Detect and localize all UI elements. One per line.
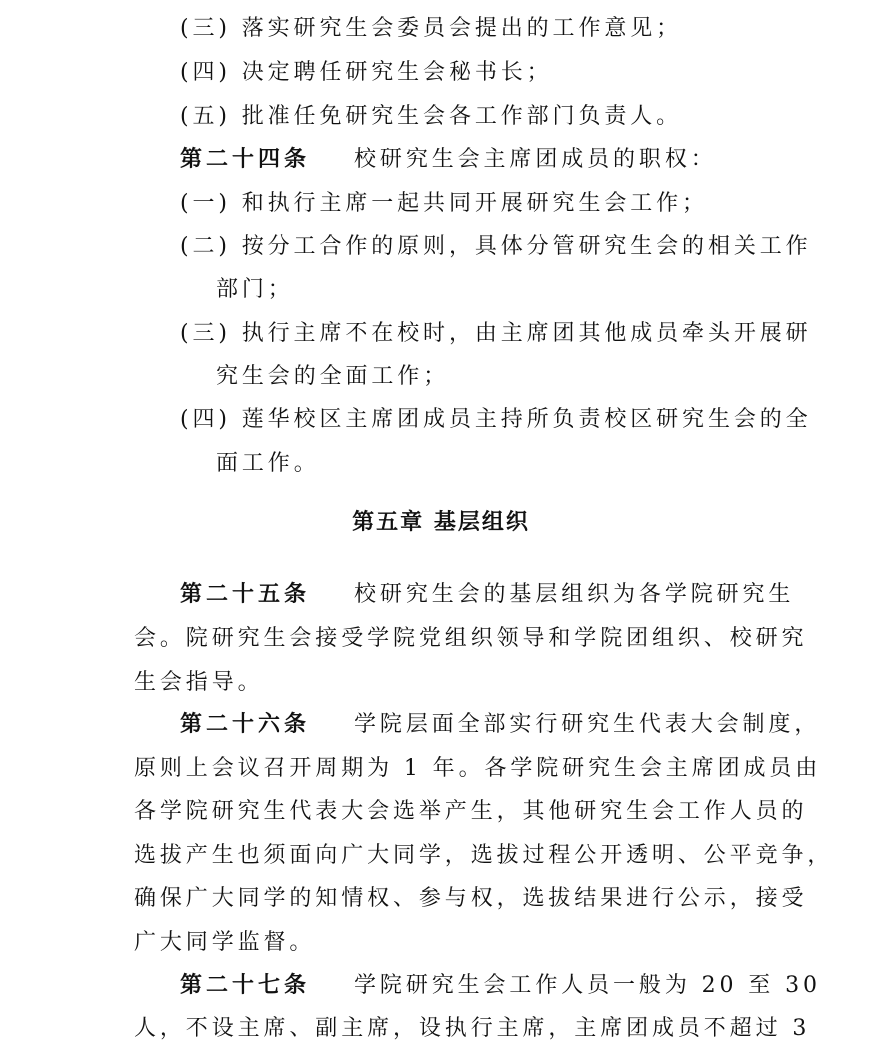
- paragraph-line: 生会指导。: [134, 670, 264, 695]
- chapter-title: 第五章 基层组织: [352, 510, 530, 535]
- article-label: 第二十四条: [180, 147, 311, 172]
- article-text: 学院研究生会工作人员一般为 20 至 30: [354, 973, 821, 998]
- list-item: (四) 决定聘任研究生会秘书长；: [180, 60, 553, 85]
- article-27: [180, 971, 821, 1001]
- list-item: (三) 执行主席不在校时，由主席团其他成员牵头开展研: [180, 321, 812, 346]
- article-text: 学院层面全部实行研究生代表大会制度，: [354, 712, 821, 737]
- list-item-continuation: 究生会的全面工作；: [216, 364, 450, 389]
- list-item: (三) 落实研究生会委员会提出的工作意见；: [180, 16, 683, 41]
- paragraph-line: 广大同学监督。: [134, 930, 316, 955]
- article-26: [180, 710, 820, 740]
- article-label: 第二十五条: [180, 582, 311, 607]
- list-item: (五) 批准任免研究生会各工作部门负责人。: [180, 104, 683, 129]
- paragraph-line: 人，不设主席、副主席，设执行主席，主席团成员不超过 3: [134, 1016, 811, 1041]
- list-item-continuation: 面工作。: [216, 451, 320, 476]
- paragraph-line: 原则上会议召开周期为 1 年。各学院研究生会主席团成员由: [134, 756, 822, 781]
- article-label: 第二十六条: [180, 712, 311, 737]
- list-item: (一) 和执行主席一起共同开展研究生会工作；: [180, 191, 708, 216]
- list-item-continuation: 部门；: [216, 277, 294, 302]
- list-item: (四) 莲华校区主席团成员主持所负责校区研究生会的全: [180, 407, 812, 432]
- article-label: 第二十七条: [180, 973, 311, 998]
- paragraph-line: 选拔产生也须面向广大同学，选拔过程公开透明、公平竞争，: [134, 843, 834, 868]
- article-24: [180, 145, 717, 175]
- paragraph-line: 确保广大同学的知情权、参与权，选拔结果进行公示，接受: [134, 886, 808, 911]
- paragraph-line: 各学院研究生代表大会选举产生，其他研究生会工作人员的: [134, 799, 808, 824]
- paragraph-line: 会。院研究生会接受学院党组织领导和学院团组织、校研究: [134, 626, 808, 651]
- article-25: [180, 580, 794, 610]
- article-text: 校研究生会主席团成员的职权：: [354, 147, 717, 172]
- list-item: (二) 按分工合作的原则，具体分管研究生会的相关工作: [180, 234, 812, 259]
- article-text: 校研究生会的基层组织为各学院研究生: [354, 582, 795, 607]
